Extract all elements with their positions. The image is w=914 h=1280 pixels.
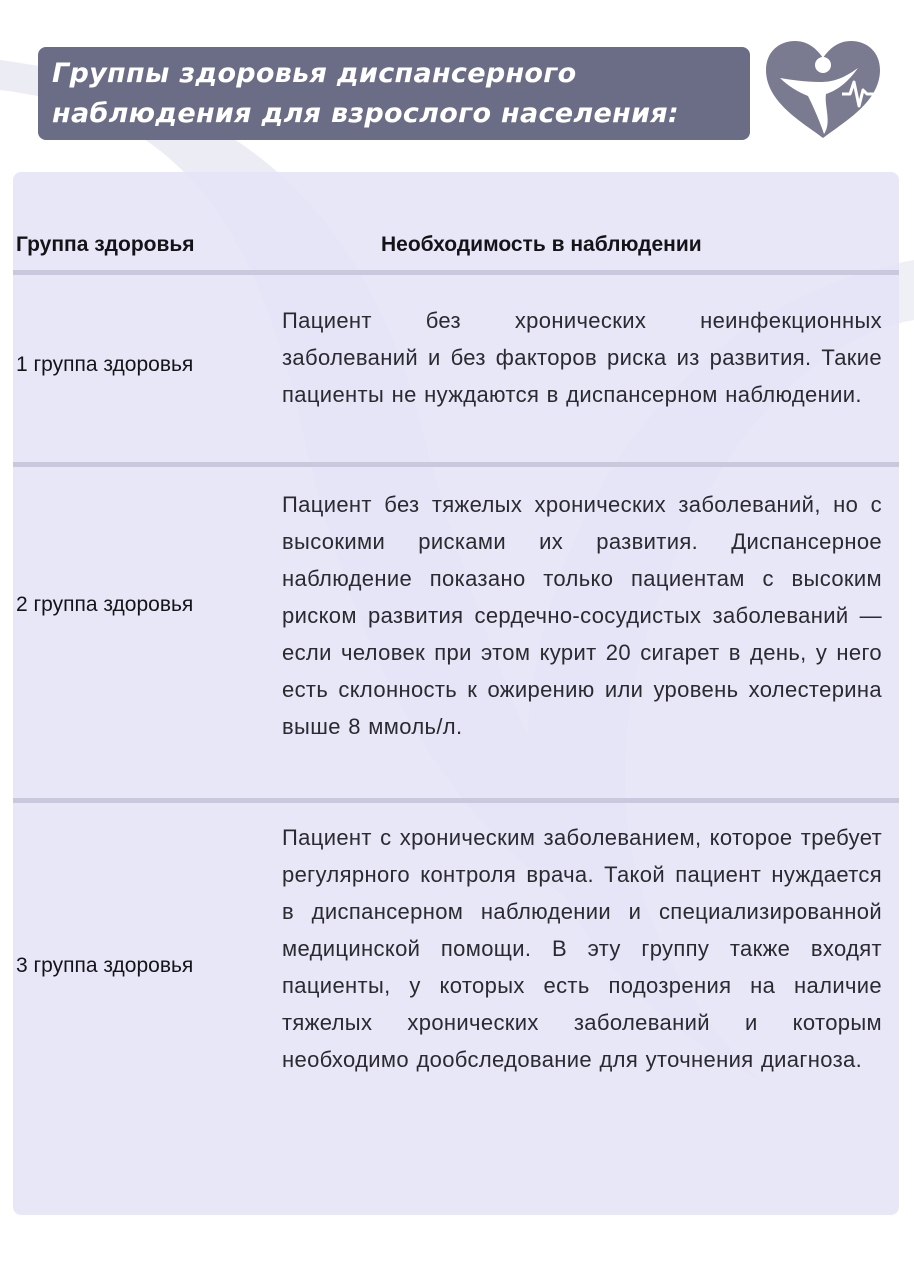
- title-line-2: наблюдения для взрослого населения:: [52, 97, 680, 129]
- page-title: [38, 47, 750, 140]
- row-3-group-label: 3 группа здоровья: [16, 954, 194, 977]
- row-divider-2: [13, 798, 899, 803]
- title-line-1: Группы здоровья диспансерного: [52, 57, 577, 89]
- column-header-group: Группа здоровья: [16, 233, 195, 256]
- row-1-group-label: 1 группа здоровья: [16, 353, 194, 376]
- row-2-description: Пациент без тяжелых хронических заболеваний, но с высокими рисками их развития. Диспансерное наблюдение показано только пациентам с высоким риском развития сердечно-сосудистых заболеваний — если человек при этом курит 20 сигарет в день, у него есть склонность к ожирению или уровень холестерина выше 8 ммоль/л.: [282, 492, 882, 739]
- row-3-description: Пациент с хроническим заболеванием, которое требует регулярного контроля врача. Такой пациент нуждается в диспансерном наблюдении и специализированной медицинской помощи. В эту группу также входят пациенты, у которых есть подозрения на наличие тяжелых хронических заболеваний и которым необходимо дообследование для уточнения диагноза.: [282, 825, 882, 1072]
- column-header-need: Необходимость в наблюдении: [381, 233, 702, 256]
- header-divider: [13, 270, 899, 275]
- row-divider-1: [13, 462, 899, 467]
- heart-person-pulse-icon: [762, 38, 884, 142]
- row-2-group-label: 2 группа здоровья: [16, 593, 194, 616]
- row-1-description: Пациент без хронических неинфекционных заболеваний и без факторов риска из развития. Такие пациенты не нуждаются в диспансерном наблюдении.: [282, 308, 882, 407]
